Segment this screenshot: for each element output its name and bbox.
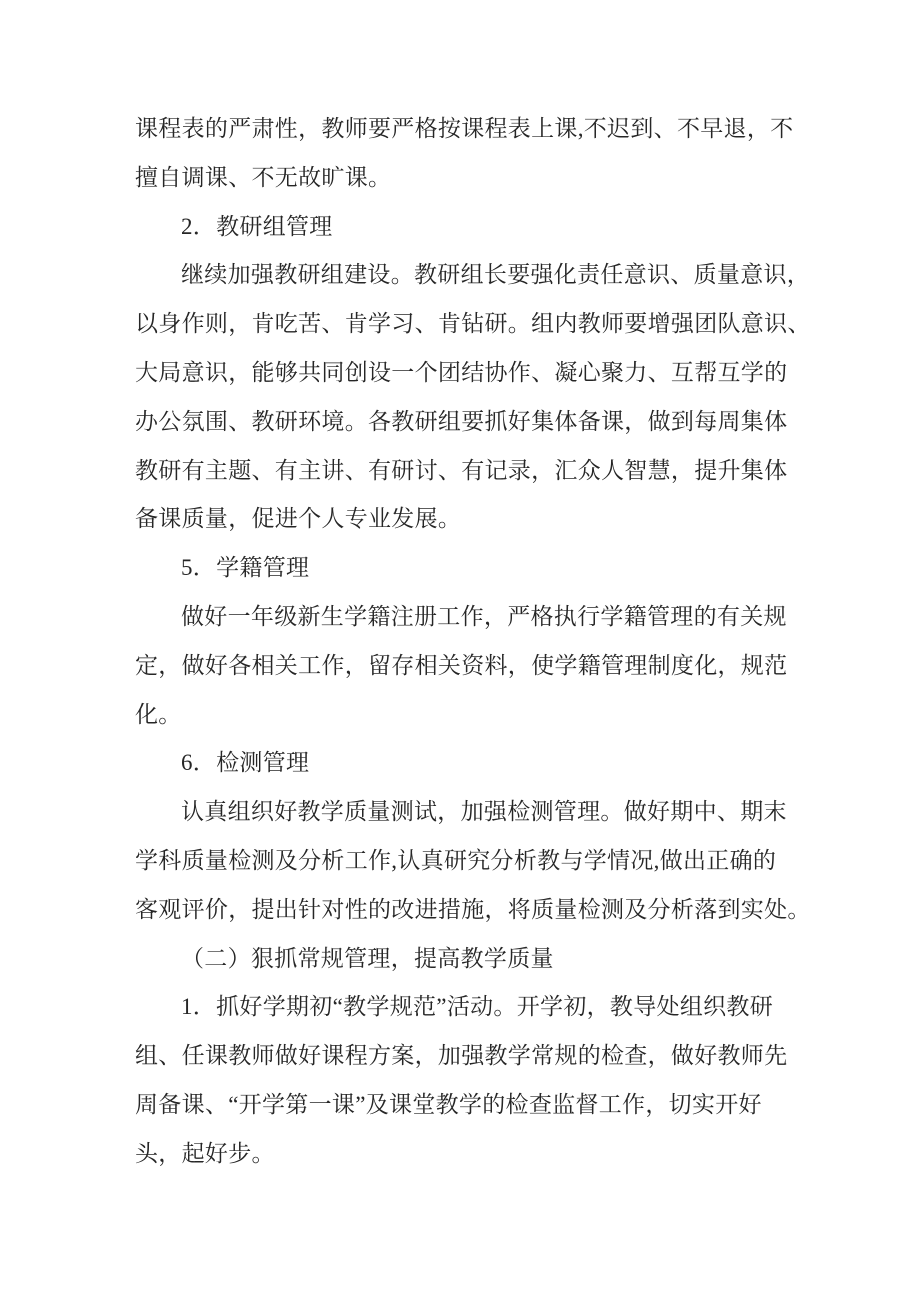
paragraph-heading-6: [135, 739, 835, 788]
paragraph-section-heading-2: [135, 935, 835, 984]
heading-line: 5．学籍管理: [181, 555, 310, 581]
heading-line: 2．教研组管理: [181, 213, 333, 239]
text-line: 化。: [135, 701, 182, 727]
text-line: 周备课、“开学第一课”及课堂教学的检查监督工作，切实开好: [135, 1091, 762, 1117]
text-line: 学科质量检测及分析工作,认真研究分析教与学情况,做出正确的: [135, 847, 777, 873]
text-line: 课程表的严肃性，教师要严格按课程表上课,不迟到、不早退，不: [135, 116, 794, 141]
text-block: [135, 105, 835, 1179]
paragraph-testing-management: [135, 788, 835, 934]
paragraph-semester-start: [135, 983, 835, 1178]
text-line: 备课质量，促进个人专业发展。: [135, 506, 462, 532]
text-line: 客观评价，提出针对性的改进措施，将质量检测及分析落到实处。: [135, 896, 811, 922]
text-line: 办公氛围、教研环境。各教研组要抓好集体备课，做到每周集体: [135, 408, 788, 434]
paragraph-heading-5: [135, 544, 835, 593]
heading-line: （二）狠抓常规管理，提高教学质量: [181, 945, 554, 971]
paragraph-heading-2: [135, 203, 835, 252]
text-line: 组、任课教师做好课程方案，加强教学常规的检查，做好教师先: [135, 1043, 788, 1069]
text-line: 擅自调课、不无故旷课。: [135, 164, 392, 190]
paragraph-teaching-research-group: [135, 251, 835, 544]
text-line: 认真组织好教学质量测试，加强检测管理。做好期中、期末: [181, 799, 787, 825]
heading-line: 6．检测管理: [181, 750, 310, 776]
paragraph-continued: [135, 105, 835, 203]
text-line: 教研有主题、有主讲、有研讨、有记录，汇众人智慧，提升集体: [135, 457, 788, 483]
paragraph-student-status: [135, 593, 835, 739]
text-line: 大局意识，能够共同创设一个团结协作、凝心聚力、互帮互学的: [135, 359, 788, 385]
text-line: 继续加强教研组建设。教研组长要强化责任意识、质量意识，: [181, 262, 811, 288]
text-line: 定，做好各相关工作，留存相关资料，使学籍管理制度化，规范: [135, 652, 788, 678]
text-line: 1．抓好学期初“教学规范”活动。开学初，教导处组织教研: [181, 994, 774, 1020]
text-line: 做好一年级新生学籍注册工作，严格执行学籍管理的有关规: [181, 603, 787, 629]
text-line: 以身作则，肯吃苦、肯学习、肯钻研。组内教师要增强团队意识、: [135, 311, 811, 337]
text-line: 头，起好步。: [135, 1140, 275, 1166]
